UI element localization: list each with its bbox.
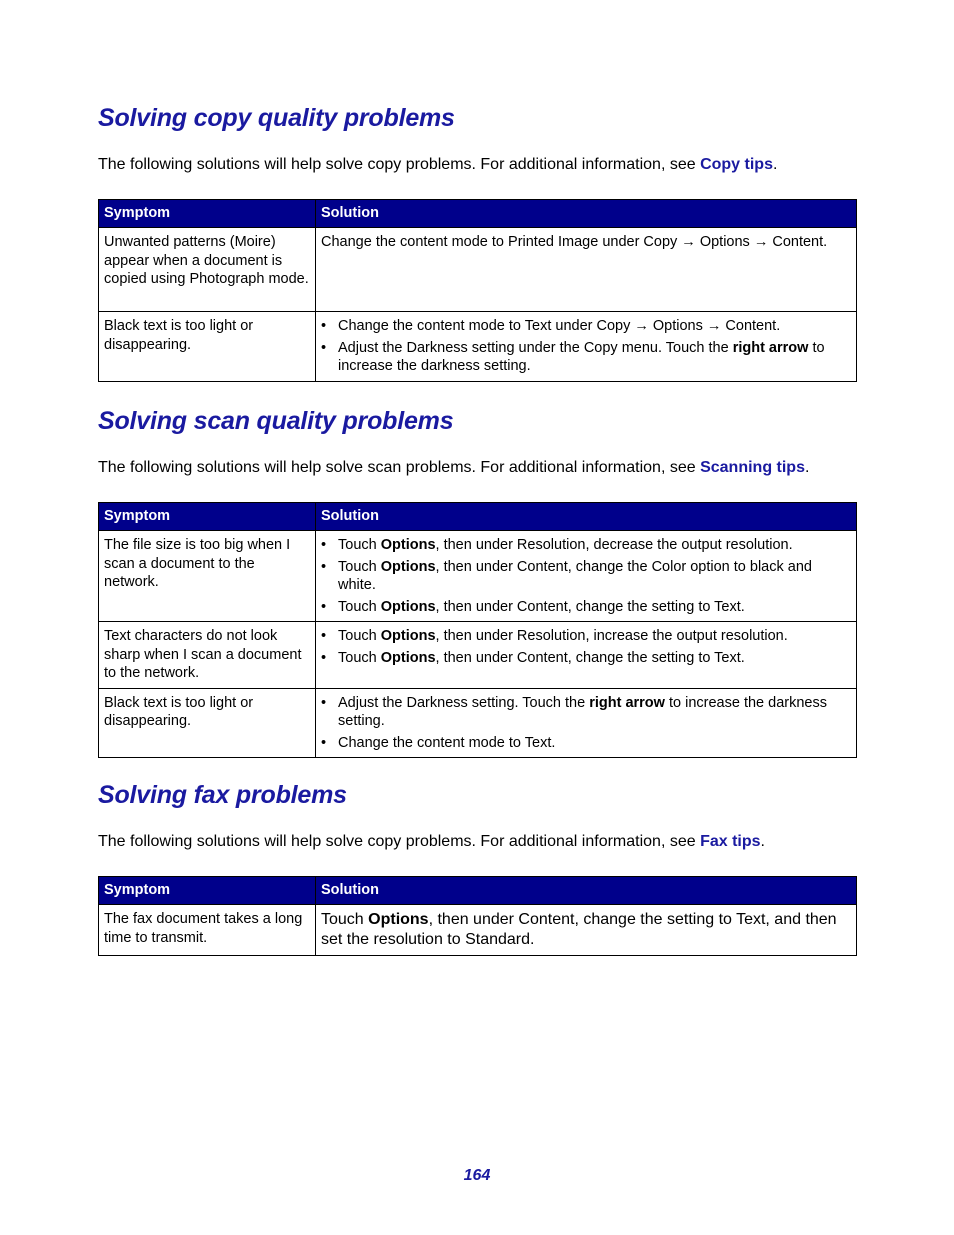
scanning-tips-link[interactable]: Scanning tips bbox=[700, 459, 805, 476]
solution-header: Solution bbox=[316, 877, 857, 905]
solution-item: • Touch Options, then under Content, change the Color option to black and white. bbox=[321, 558, 851, 595]
copy-tips-link[interactable]: Copy tips bbox=[700, 156, 773, 173]
solution-header: Solution bbox=[316, 200, 857, 228]
solution-cell bbox=[316, 622, 857, 689]
solution-item: • Change the content mode to Text under Copy → Options → Content. bbox=[321, 317, 851, 336]
intro-scan-text: The following solutions will help solve scan problems. For additional information, see bbox=[98, 459, 701, 476]
table-header-row bbox=[99, 200, 857, 228]
fax-problems-table bbox=[98, 876, 857, 956]
symptom-cell: Black text is too light or disappearing. bbox=[99, 688, 316, 758]
symptom-header: Symptom bbox=[99, 877, 316, 905]
solution-item: • Touch Options, then under Content, change the setting to Text. bbox=[321, 598, 851, 617]
solution-cell bbox=[316, 531, 857, 622]
intro-copy-end: . bbox=[772, 156, 778, 173]
section-title-scan: Solving scan quality problems bbox=[98, 407, 454, 435]
symptom-cell: Black text is too light or disappearing. bbox=[99, 312, 316, 382]
fax-tips-link[interactable]: Fax tips bbox=[700, 833, 761, 850]
table-row bbox=[99, 688, 857, 758]
intro-scan-end: . bbox=[804, 459, 810, 476]
table-header-row bbox=[99, 877, 857, 905]
intro-copy bbox=[98, 155, 858, 175]
table-row bbox=[99, 531, 857, 622]
intro-copy-text: The following solutions will help solve copy problems. For additional information, see bbox=[98, 156, 701, 173]
table-header-row bbox=[99, 503, 857, 531]
intro-fax bbox=[98, 832, 858, 852]
solution-item: • Touch Options, then under Content, change the setting to Text. bbox=[321, 649, 851, 668]
solution-cell: Touch Options, then under Content, change the setting to Text, and then set the resolution to Standard. bbox=[316, 905, 857, 956]
solution-list bbox=[321, 694, 851, 753]
section-title-copy: Solving copy quality problems bbox=[98, 104, 455, 132]
table-row bbox=[99, 312, 857, 382]
table-row bbox=[99, 905, 857, 956]
intro-fax-text: The following solutions will help solve copy problems. For additional information, see bbox=[98, 833, 701, 850]
solution-cell: Change the content mode to Printed Image under Copy → Options → Content. bbox=[316, 228, 857, 312]
solution-cell bbox=[316, 688, 857, 758]
table-row bbox=[99, 622, 857, 689]
solution-item: • Adjust the Darkness setting. Touch the right arrow to increase the darkness setting. bbox=[321, 694, 851, 731]
copy-problems-table bbox=[98, 199, 857, 382]
page-number: 164 bbox=[463, 1167, 491, 1184]
solution-item: • Adjust the Darkness setting under the Copy menu. Touch the right arrow to increase the darkness setting. bbox=[321, 339, 851, 376]
section-title-fax: Solving fax problems bbox=[98, 781, 347, 809]
solution-cell bbox=[316, 312, 857, 382]
solution-item: • Touch Options, then under Resolution, decrease the output resolution. bbox=[321, 536, 851, 555]
intro-fax-end: . bbox=[760, 833, 765, 850]
symptom-cell: The fax document takes a long time to transmit. bbox=[99, 905, 316, 956]
symptom-cell: Text characters do not look sharp when I scan a document to the network. bbox=[99, 622, 316, 689]
symptom-header: Symptom bbox=[99, 200, 316, 228]
solution-item: • Touch Options, then under Resolution, increase the output resolution. bbox=[321, 627, 851, 646]
symptom-cell: Unwanted patterns (Moire) appear when a document is copied using Photograph mode. bbox=[99, 228, 316, 312]
solution-item: • Change the content mode to Text. bbox=[321, 734, 851, 753]
solution-list bbox=[321, 536, 851, 616]
table-row bbox=[99, 228, 857, 312]
solution-list bbox=[321, 317, 851, 376]
solution-list bbox=[321, 627, 851, 667]
symptom-cell: The file size is too big when I scan a document to the network. bbox=[99, 531, 316, 622]
symptom-header: Symptom bbox=[99, 503, 316, 531]
scan-problems-table bbox=[98, 502, 857, 758]
solution-header: Solution bbox=[316, 503, 857, 531]
intro-scan bbox=[98, 458, 858, 478]
